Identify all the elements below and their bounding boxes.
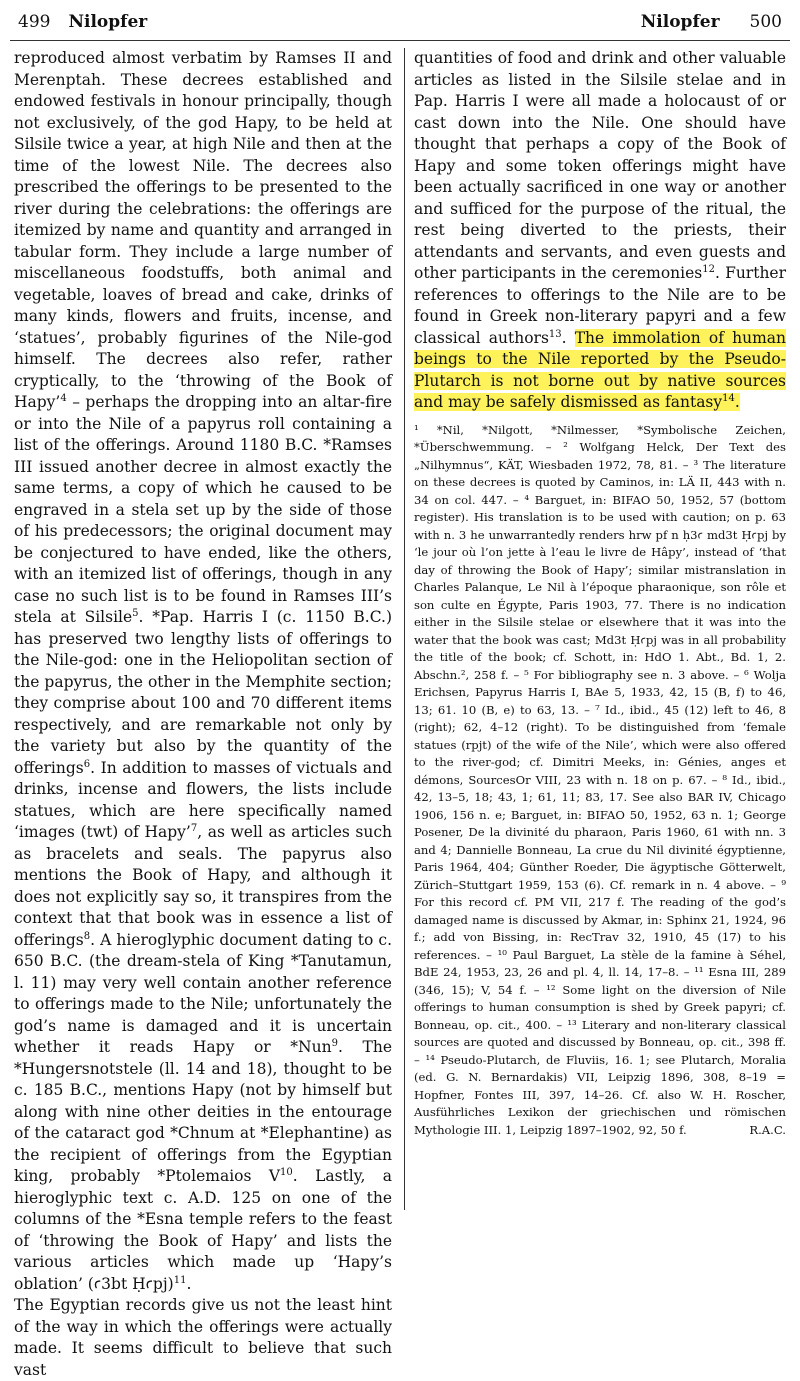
right-column bbox=[414, 48, 786, 1210]
text-run: . Lastly, a hieroglyphic text c. A.D. 125 on one of the columns of the *Esna temple refers to the feast of ‘throwing the Book of Hapy’ and lists the various articles which made up ‘Hapy’s oblation’ (ꜥ3bt Ḥꜥpj) bbox=[14, 1167, 392, 1293]
footnote-ref: 8 bbox=[83, 930, 91, 942]
author-signature: R.A.C. bbox=[749, 1122, 786, 1137]
page-header-right bbox=[641, 10, 782, 34]
text-run: , as well as articles such as bracelets and seals. The papyrus also mentions the Book of Hapy, and although it does not explicitly say so, it transpires from the context that that book was in essence a list of offerings bbox=[14, 823, 392, 949]
text-run: . bbox=[734, 393, 740, 411]
left-column-text bbox=[14, 48, 392, 1381]
footnotes-text: ¹ *Nil, *Nilgott, *Nilmesser, *Symbolische Zeichen, *Überschwemmung. – ² Wolfgang Helck, Der Text des „Nilhymnus“, KÄT, Wiesbaden 1972, 78, 81. – ³ The literature on these decrees is quoted by Caminos, in: LÄ II, 443 with n. 34 on col. 447. – ⁴ Barguet, in: BIFAO 50, 1952, 57 (bottom register). His translation is to be used with caution; on p. 63 with n. 3 he unwarrantedly renders hrw pf n ḥ3ꜥ md3t Ḥꜥpj by ‘le jour où l’on jette à l’eau le livre de Hâpy’, instead of ‘that day of throwing the Book of Hapy’; similar mistranslation in Charles Palanque, Le Nil à l’époque pharaonique, son rôle et son culte en Égypte, Paris 1903, 77. There is no indication either in the Silsile stelae or elsewhere that it was into the water that the book was cast; Md3t Ḥꜥpj was in all probability the title of the book; cf. Schott, in: HdO 1. Abt., Bd. 1, 2. Abschn.², 258 f. – ⁵ For bibliography see n. 3 above. – ⁶ Wolja Erichsen, Papyrus Harris I, BAe 5, 1933, 42, 15 (B, f) to 46, 13; 61. 10 (B, e) to 63, 13. – ⁷ Id., ibid., 45 (12) left to 46, 8 (right); 62, 4–12 (right). To be distinguished from ‘female statues (rpjt) of the wife of the Nile’, which were also offered to the river-god; cf. Dimitri Meeks, in: Génies, anges et démons, SourcesOr VIII, 23 with n. 18 on p. 67. – ⁸ Id., ibid., 42, 13–5, 18; 43, 1; 61, 11; 83, 17. See also BAR IV, Chicago 1906, 156 n. e; Barguet, in: BIFAO 50, 1952, 63 n. 1; George Posener, De la divinité du pharaon, Paris 1960, 61 with nn. 3 and 4; Dannielle Bonneau, La crue du Nil divinité égyptienne, Paris 1964, 404; Günther Roeder, Die ägyptische Götterwelt, Zürich–Stuttgart 1959, 153 (6). Cf. remark in n. 4 above. – ⁹ For this record cf. PM VII, 217 f. The reading of the god’s damaged name is discussed by Akmar, in: Sphinx 21, 1924, 96 f.; add von Bissing, in: RecTrav 32, 1910, 45 (17) to his references. – ¹⁰ Paul Barguet, La stèle de la famine à Séhel, BdE 24, 1953, 23, 26 and pl. 4, ll. 14, 17–8. – ¹¹ Esna III, 289 (346, 15); V, 54 f. – ¹² Some light on the diversion of Nile offerings to human consumption is shed by Greek papyri; cf. Bonneau, op. cit., 400. – ¹³ Literary and non-literary classical sources are quoted and discussed by Bonneau, op. cit., 398 ff. – ¹⁴ Pseudo-Plutarch, de Fluviis, 16. 1; see Plutarch, Moralia (ed. G. N. Bernardakis) VII, Leipzig 1896, 308, 8–19 = Hopfner, Fontes III, 397, 14–26. Cf. also W. H. Roscher, Ausführliches Lexikon der griechischen und römischen Mythologie III. 1, Leipzig 1897–1902, 92, 50 f. bbox=[414, 422, 786, 1137]
left-column bbox=[14, 48, 393, 1379]
right-column-text bbox=[414, 48, 786, 414]
column-divider bbox=[404, 48, 405, 1210]
footnote-ref: 11 bbox=[173, 1274, 187, 1286]
text-run: . The *Hungersnotstele (ll. 14 and 18), thought to be c. 185 B.C., mentions Hapy (not by himself but along with nine other deities in the entourage of the cataract god *Chnum at *Elephantine) as the recipient of offerings from the Egyptian king, probably *Ptolemaios V bbox=[14, 1038, 392, 1185]
text-run: . bbox=[186, 1274, 192, 1293]
text-run: . In addition to masses of victuals and drinks, incense and flowers, the lists include statues, which are here specifically named ‘images (twt) of Hapy’ bbox=[14, 758, 392, 841]
running-title-left: Nilopfer bbox=[68, 12, 148, 32]
footnote-ref: 12 bbox=[702, 263, 715, 275]
footnote-ref: 6 bbox=[83, 758, 91, 770]
paragraph-egyptian-records: The Egyptian records give us not the least hint of the way in which the offerings were actually made. It seems difficult to believe that such vast bbox=[14, 1296, 392, 1379]
text-run: – perhaps the dropping into an altar-fire or into the Nile of a papyrus roll containing a list of the offerings. Around 1180 B.C. *Ramses III issued another decree in almost exactly the same terms, a copy of which he caused to be engraved in a stela set up by the side of those of his predecessors; the original document may be conjectured to have ended, like the others, with an itemized list of offerings, though in any case no such list is to be found in Ramses III’s stela at Silsile bbox=[14, 393, 392, 626]
footnote-ref: 9 bbox=[331, 1037, 338, 1049]
text-run: . Further references to offerings to the Nile are to be found in Greek non-literary papyri and a few classical authors bbox=[414, 264, 787, 347]
page-header-left bbox=[18, 10, 147, 34]
text-run: quantities of food and drink and other valuable articles as listed in the Silsile stelae and in Pap. Harris I were all made a holocaust of or cast down into the Nile. One should have thought that perhaps a copy of the Book of Hapy and some token offerings might have been actually sacrificed in one way or another and sufficed for the purpose of the ritual, the rest being diverted to the priests, their attendants and servants, and even guests and other participants in the ceremonies bbox=[414, 49, 786, 282]
footnote-ref: 7 bbox=[190, 822, 198, 834]
footnote-ref: 14 bbox=[722, 392, 735, 404]
text-run: . *Pap. Harris I (c. 1150 B.C.) has preserved two lengthy lists of offerings to the Nile-god: one in the Heliopolitan section of the papyrus, the other in the Memphite section; they comprise about 100 and 70 different items respectively, and are remarkable not only by the variety but also by the quantity of the offerings bbox=[14, 608, 393, 777]
footnote-ref: 10 bbox=[280, 1166, 293, 1178]
footnote-ref: 4 bbox=[60, 392, 67, 404]
page-number-right: 500 bbox=[749, 12, 782, 32]
highlight-text: The immolation of human beings to the Nile reported by the Pseudo-Plutarch is not borne out by native sources and may be safely dismissed as fantasy bbox=[414, 328, 786, 411]
header-rule bbox=[10, 40, 790, 41]
page-number-left: 499 bbox=[18, 12, 51, 32]
paragraph-offerings bbox=[414, 48, 786, 414]
text-run: . A hieroglyphic document dating to c. 650 B.C. (the dream-stela of King *Tanutamun, l. 11) may very well contain another reference to offerings made to the Nile; unfortunately the god’s name is damaged and it is uncertain whether it reads Hapy or *Nun bbox=[14, 930, 392, 1056]
text-run: reproduced almost verbatim by Ramses II and Merenptah. These decrees established and endowed festivals in honour principally, though not exclusively, of the god Hapy, to be held at Silsile twice a year, at high Nile and then at the time of the lowest Nile. The decrees also prescribed the offerings to be presented to the river during the celebrations: the offerings are itemized by name and quantity and arranged in tabular form. They include a large number of miscellaneous foodstuffs, both animal and vegetable, loaves of bread and cake, drinks of many kinds, flowers and fruits, incense, and ‘statues’, probably figurines of the Nile-god himself. The decrees also refer, rather cryptically, to the ‘throwing of the Book of Hapy’ bbox=[14, 49, 392, 411]
running-title-right: Nilopfer bbox=[640, 12, 720, 32]
footnotes bbox=[414, 422, 786, 1140]
text-run: . bbox=[561, 328, 575, 347]
footnote-ref: 5 bbox=[132, 607, 139, 619]
footnote-ref: 13 bbox=[548, 328, 562, 340]
paragraph-decrees bbox=[14, 48, 392, 1295]
